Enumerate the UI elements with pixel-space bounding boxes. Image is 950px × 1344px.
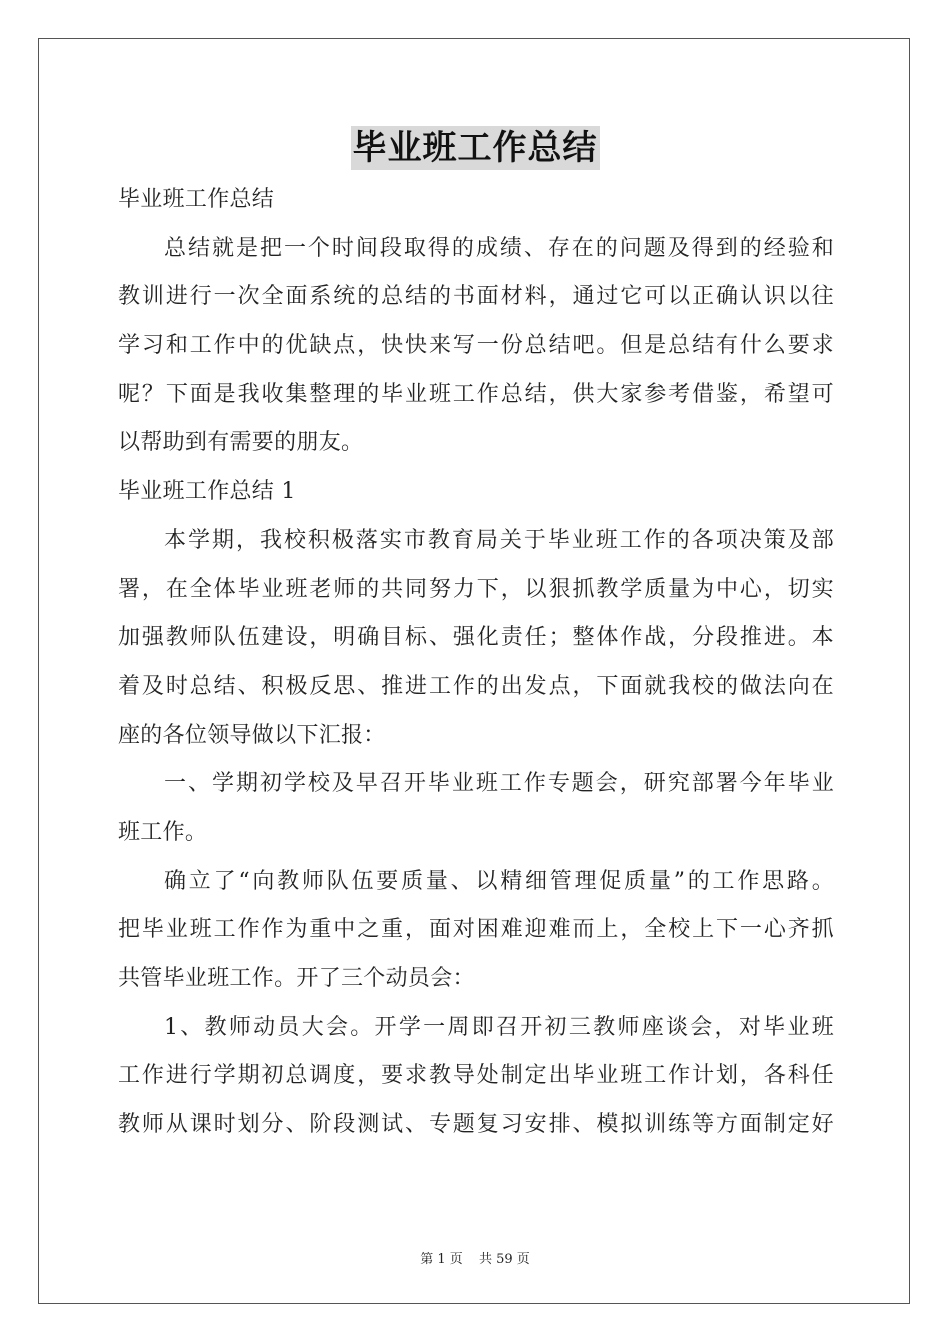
paragraph-line: 呢？下面是我收集整理的毕业班工作总结，供大家参考借鉴，希望可 <box>118 381 834 407</box>
paragraph-line: 总结就是把一个时间段取得的成绩、存在的问题及得到的经验和 <box>164 235 834 261</box>
paragraph-line: 座的各位领导做以下汇报： <box>118 722 386 748</box>
page-footer <box>0 1248 950 1267</box>
paragraph-line: 一、学期初学校及早召开毕业班工作专题会，研究部署今年毕业 <box>164 771 834 797</box>
paragraph-line: 1、教师动员大会。开学一周即召开初三教师座谈会，对毕业班 <box>164 1014 834 1040</box>
paragraph-line: 教师从课时划分、阶段测试、专题复习安排、模拟训练等方面制定好 <box>118 1112 834 1138</box>
paragraph-line: 把毕业班工作作为重中之重，面对困难迎难而上，全校上下一心齐抓 <box>118 917 834 943</box>
section-heading: 毕业班工作总结 1 <box>118 479 296 505</box>
document-title-wrap <box>0 126 950 170</box>
paragraph-line: 以帮助到有需要的朋友。 <box>118 430 364 456</box>
document-title: 毕业班工作总结 <box>352 128 598 168</box>
document-body <box>118 176 834 1150</box>
paragraph-line: 工作进行学期初总调度，要求教导处制定出毕业班工作计划，各科任 <box>118 1063 834 1089</box>
paragraph-line: 本学期，我校积极落实市教育局关于毕业班工作的各项决策及部 <box>164 527 834 553</box>
paragraph-line: 教训进行一次全面系统的总结的书面材料，通过它可以正确认识以往 <box>118 284 834 310</box>
paragraph-line: 着及时总结、积极反思、推进工作的出发点，下面就我校的做法向在 <box>118 673 834 699</box>
paragraph-line: 班工作。 <box>118 819 208 845</box>
paragraph-line: 共管毕业班工作。开了三个动员会： <box>118 966 475 991</box>
paragraph-line: 确立了“向教师队伍要质量、以精细管理促质量”的工作思路。 <box>164 868 834 894</box>
paragraph-line: 学习和工作中的优缺点，快快来写一份总结吧。但是总结有什么要求 <box>118 333 834 359</box>
page-number: 第 1 页 <box>420 1252 463 1267</box>
subtitle-line: 毕业班工作总结 <box>118 187 275 212</box>
page-total: 共 59 页 <box>478 1252 530 1267</box>
paragraph-line: 加强教师队伍建设，明确目标、强化责任；整体作战，分段推进。本 <box>118 625 834 651</box>
paragraph-line: 署，在全体毕业班老师的共同努力下，以狠抓教学质量为中心，切实 <box>118 576 834 602</box>
